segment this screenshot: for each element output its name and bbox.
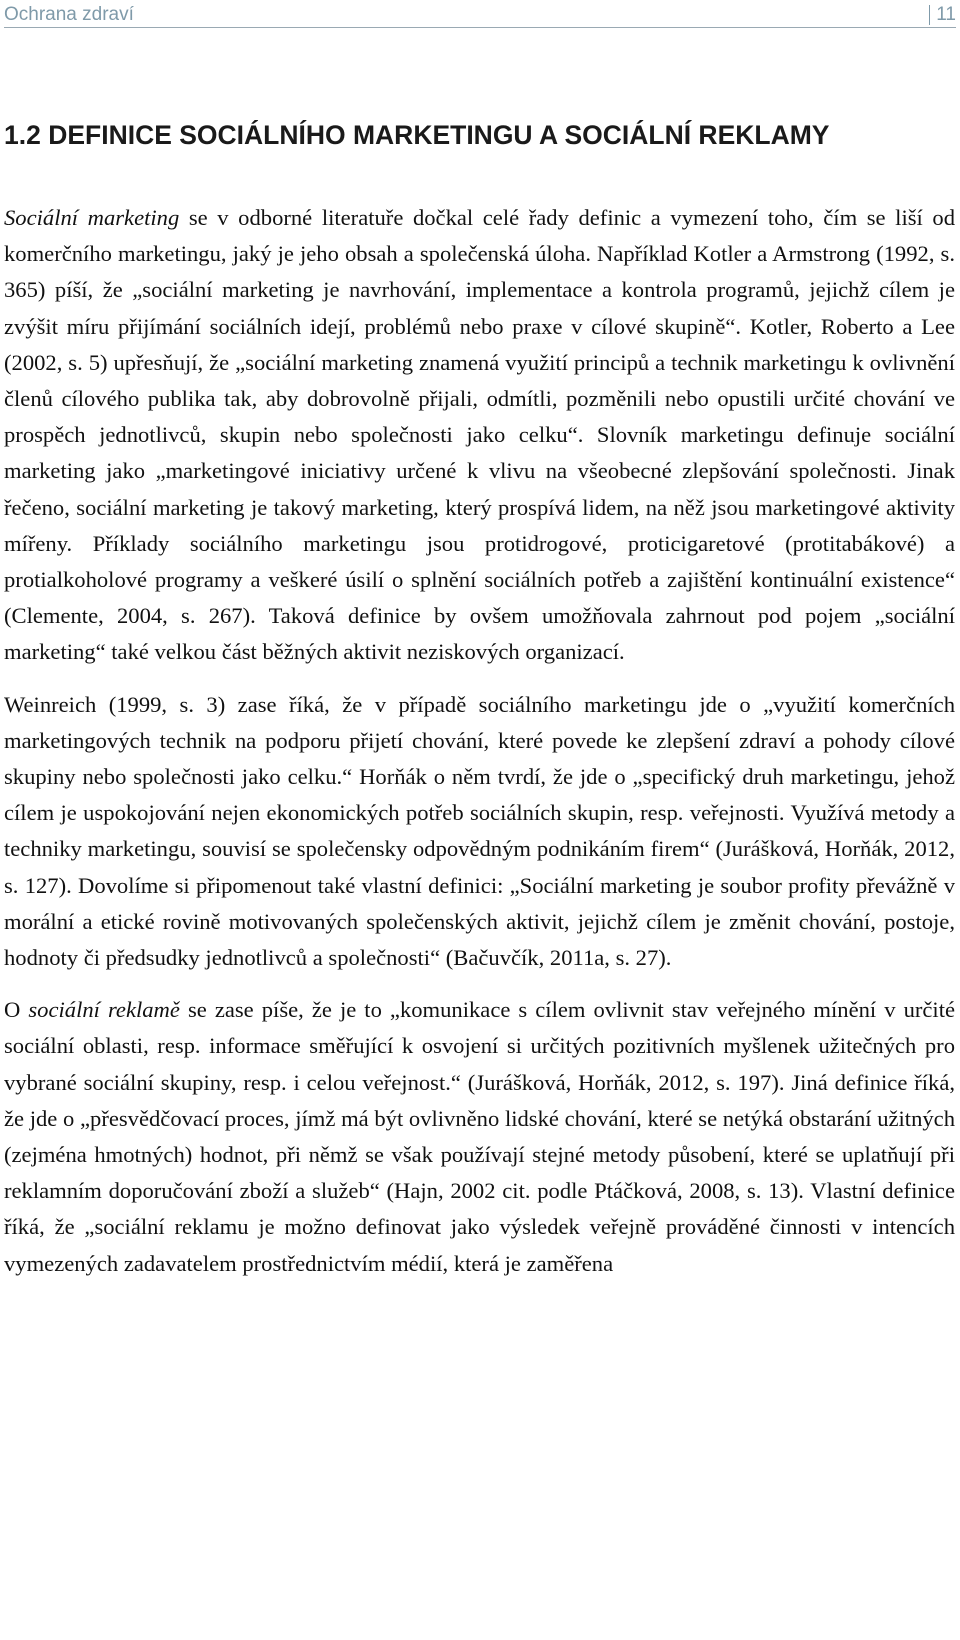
header-title: Ochrana zdraví (4, 4, 134, 25)
term-social-marketing: Sociální marketing (4, 205, 180, 230)
running-header (4, 0, 956, 28)
body-text (4, 200, 955, 1282)
paragraph-3-text: se zase píše, že je to „komunikace s cílem ovlivnit stav veřejného mínění v určité sociální oblasti, resp. informace směřující k osvojení si určitých pozitivních myšlenek užitečných pro vybrané sociální skupiny, resp. i celou veřejnost.“ (Jurášková, Horňák, 2012, s. 197). Jiná definice říká, že jde o „přesvědčovací proces, jímž má být ovlivněno lidské chování, které se netýká obstarání užitných (zejména hmotných) hodnot, při němž se však používají stejné metody působení, které se uplatňují při reklamním doporučování zboží a služeb“ (Hajn, 2002 cit. podle Ptáčková, 2008, s. 13). Vlastní definice říká, že „sociální reklamu je možno definovat jako výsledek veřejně prováděné činnosti v intencích vymezených zadavatelem prostřednictvím médií, která je zaměřena (4, 997, 956, 1276)
page-number: 11 (936, 4, 956, 25)
paragraph-3-prefix: O (4, 997, 29, 1023)
term-social-advertising: sociální reklamě (28, 997, 180, 1023)
header-page-group (929, 4, 956, 26)
paragraph-1 (4, 200, 955, 671)
paragraph-2 (4, 687, 955, 977)
paragraph-3 (4, 992, 955, 1282)
section-heading: 1.2 DEFINICE SOCIÁLNÍHO MARKETINGU A SOCIÁLNÍ REKLAMY (4, 120, 830, 150)
paragraph-2-text: Weinreich (1999, s. 3) zase říká, že v případě sociálního marketingu jde o „využití komerčních marketingových technik na podporu přijetí chování, které povede ke zlepšení zdraví a pohody cílové skupiny nebo společnosti jako celku.“ Horňák o něm tvrdí, že jde o „specifický druh marketingu, jehož cílem je uspokojování nejen ekonomických potřeb sociálních skupin, resp. veřejnosti. Využívá metody a techniky marketingu, souvisí se společensky odpovědným podnikáním firem“ (Jurášková, Horňák, 2012, s. 127). Dovolíme si připomenout také vlastní definici: „Sociální marketing je soubor profity převážně v morální a etické rovině motivovaných společenských aktivit, jejichž cílem je změnit chování, postoje, hodnoty či předsudky jednotlivců a společnosti“ (Bačuvčík, 2011a, s. 27). (4, 691, 955, 971)
header-separator (929, 5, 931, 25)
paragraph-1-text: se v odborné literatuře dočkal celé řady definic a vymezení toho, čím se liší od komerčního marketingu, jaký je jeho obsah a společenská úloha. Například Kotler a Armstrong (1992, s. 365) píší, že „sociální marketing je navrhování, implementace a kontrola programů, jejichž cílem je zvýšit míru přijímání sociálních idejí, problémů nebo praxe v cílové skupině“. Kotler, Roberto a Lee (2002, s. 5) upřesňují, že „sociální marketing znamená využití principů a technik marketingu k ovlivnění členů cílového publika tak, aby dobrovolně přijali, odmítli, pozměnili nebo opustili určité chování ve prospěch jednotlivců, skupin nebo společnosti jako celku“. Slovník marketingu definuje sociální marketing jako „marketingové iniciativy určené k vlivu na všeobecné zlepšování společnosti. Jinak řečeno, sociální marketing je takový marketing, který prospívá lidem, na něž jsou marketingové aktivity mířeny. Příklady sociálního marketingu jsou protidrogové, proticigaretové (protitabákové) a protialkoholové programy a veškeré úsilí o splnění sociálních potřeb a zajištění kontinuální existence“ (Clemente, 2004, s. 267). Taková definice by ovšem umožňovala zahrnout pod pojem „sociální marketing“ také velkou část běžných aktivit neziskových organizací. (4, 205, 955, 665)
